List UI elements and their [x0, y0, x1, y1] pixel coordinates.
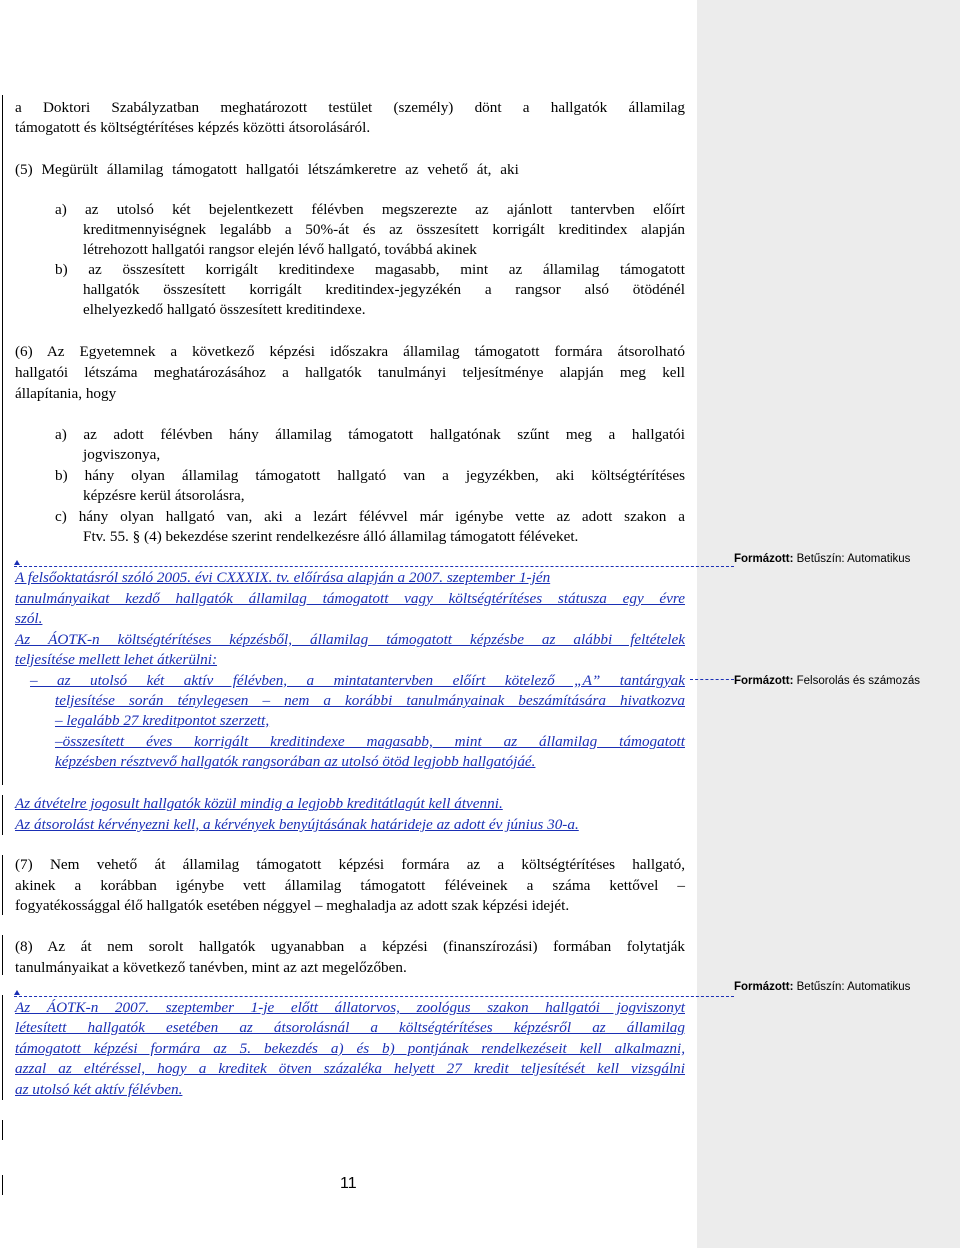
list-item-line: c) hány olyan hallgató van, aki a lezárt félévvel már igénybe vette az adott szakon a [55, 508, 685, 525]
comment-label: Formázott: [734, 553, 794, 565]
section-7-line: akinek a korábban igénybe vett államilag támogatott féléveinek a száma kettővel – [15, 877, 685, 894]
insertion-anchor [14, 560, 20, 565]
inserted-text-line: Az átsorolást kérvényezni kell, a kérvények benyújtásának határideje az adott év június 30-a. [15, 816, 579, 833]
inserted-text-line: – az utolsó két aktív félévben, a mintatantervben előírt kötelező „A” tantárgyak [30, 672, 685, 689]
change-bar [2, 795, 3, 835]
paragraph-line: támogatott és költségtérítéses képzés közötti átsorolásáról. [15, 119, 371, 136]
section-7-line: (7) Nem vehető át államilag támogatott képzési formára az a költségtérítéses hallgató, [15, 856, 685, 873]
inserted-text-line: Az ÁOTK-n költségtérítéses képzésből, államilag támogatott képzésbe az alábbi feltételek [15, 631, 685, 648]
comment-connector [14, 566, 734, 567]
change-bar [2, 995, 3, 1100]
inserted-text-line: szól. [15, 610, 43, 627]
inserted-text-line: teljesítése során ténylegesen – nem a korábbi tanulmányainak beszámítására hivatkozva [55, 692, 685, 709]
inserted-text-line: – legalább 27 kreditpontot szerzett, [55, 712, 270, 729]
list-item-line: a) az utolsó két bejelentkezett félévben megszerezte az ajánlott tantervben előírt [55, 201, 685, 218]
comment-text: Betűszín: Automatikus [796, 981, 911, 993]
inserted-text-line: –összesített éves korrigált kreditindexe magasabb, mint az államilag támogatott [55, 733, 685, 750]
comment-label: Formázott: [734, 675, 794, 687]
format-comment[interactable] [734, 980, 944, 994]
comment-text: Betűszín: Automatikus [796, 553, 911, 565]
inserted-text-line: Az ÁOTK-n 2007. szeptember 1-je előtt állatorvos, zoológus szakon hallgatói jogviszonyt [15, 999, 685, 1016]
list-item-line: képzésre kerül átsorolásra, [83, 487, 245, 504]
list-item-line: b) hány olyan államilag támogatott hallgató van a jegyzékben, aki költségtérítéses [55, 467, 685, 484]
section-7-line: fogyatékossággal élő hallgatók esetében néggyel – meghaladja az adott szak képzési idejét. [15, 897, 570, 914]
inserted-text-line: tanulmányaikat kezdő hallgatók államilag támogatott vagy költségtérítéses státusza egy évre [15, 590, 685, 607]
section-5-heading: (5) Megürült államilag támogatott hallgatói létszámkeretre az vehető át, aki [15, 161, 519, 178]
comment-connector [690, 679, 734, 680]
inserted-text-line: azzal az eltéréssel, hogy a kreditek ötven százaléka helyett 27 kredit teljesítését kell vizsgálni [15, 1060, 685, 1077]
list-item-line: kreditmennyiségnek legalább a 50%-át és az összesített korrigált kreditindex alapján [83, 221, 685, 238]
section-8-line: (8) Az át nem sorolt hallgatók ugyanabban a képzési (finanszírozási) formában folytatják [15, 938, 685, 955]
section-6-line: (6) Az Egyetemnek a következő képzési időszakra államilag támogatott formára átsorolható [15, 343, 685, 360]
list-item-line: b) az összesített korrigált kreditindexe magasabb, mint az államilag támogatott [55, 261, 685, 278]
list-item-line: elhelyezkedő hallgató összesített kreditindexe. [83, 301, 366, 318]
format-comment[interactable] [734, 674, 944, 688]
list-item-line: létrehozott hallgatói rangsor elején lévő hallgató, továbbá akinek [83, 241, 477, 258]
change-bar [2, 935, 3, 975]
inserted-text-line: támogatott képzési formára az 5. bekezdés a) és b) pontjának rendelkezéseit kell alkalmazni, [15, 1040, 685, 1057]
inserted-text-line: képzésben résztvevő hallgatók rangsorában az utolsó ötöd legjobb hallgatójáé. [55, 753, 536, 770]
inserted-text-line: teljesítése mellett lehet átkerülni: [15, 651, 218, 668]
paragraph-line: a Doktori Szabályzatban meghatározott testület (személy) dönt a hallgatók államilag [15, 99, 685, 116]
section-8-line: tanulmányaikat a következő tanévben, mint az azt megelőzőben. [15, 959, 407, 976]
list-item-line: jogviszonya, [83, 446, 161, 463]
format-comment[interactable] [734, 552, 944, 566]
change-bar [2, 95, 3, 785]
section-6-line: hallgatói létszáma meghatározásához a hallgatók tanulmányi teljesítménye alapján meg kell [15, 364, 685, 381]
comment-label: Formázott: [734, 981, 794, 993]
change-bar [2, 1175, 3, 1195]
inserted-text-line: az utolsó két aktív félévben. [15, 1081, 183, 1098]
change-bar [2, 1120, 3, 1140]
inserted-text-line: létesített hallgatók esetében az átsorolásnál a költségtérítéses képzésről az államilag [15, 1019, 685, 1036]
change-bar [2, 855, 3, 915]
list-item-line: hallgatók összesített korrigált kreditindex-jegyzékén a rangsor alsó ötödénél [83, 281, 685, 298]
comment-text: Felsorolás és számozás [796, 675, 920, 687]
insertion-anchor [14, 990, 20, 995]
page-number: 11 [340, 1175, 357, 1192]
section-6-line: állapítania, hogy [15, 385, 117, 402]
comment-connector [14, 996, 734, 997]
list-item-line: Ftv. 55. § (4) bekezdése szerint rendelkezésre álló államilag támogatott féléveket. [83, 528, 579, 545]
markup-margin-pane [697, 0, 960, 1248]
list-item-line: a) az adott félévben hány államilag támogatott hallgatónak szűnt meg a hallgatói [55, 426, 685, 443]
inserted-text-line: A felsőoktatásról szóló 2005. évi CXXXIX. tv. előírása alapján a 2007. szeptember 1-jén [15, 569, 551, 586]
inserted-text-line: Az átvételre jogosult hallgatók közül mindig a legjobb kreditátlagút kell átvenni. [15, 795, 503, 812]
